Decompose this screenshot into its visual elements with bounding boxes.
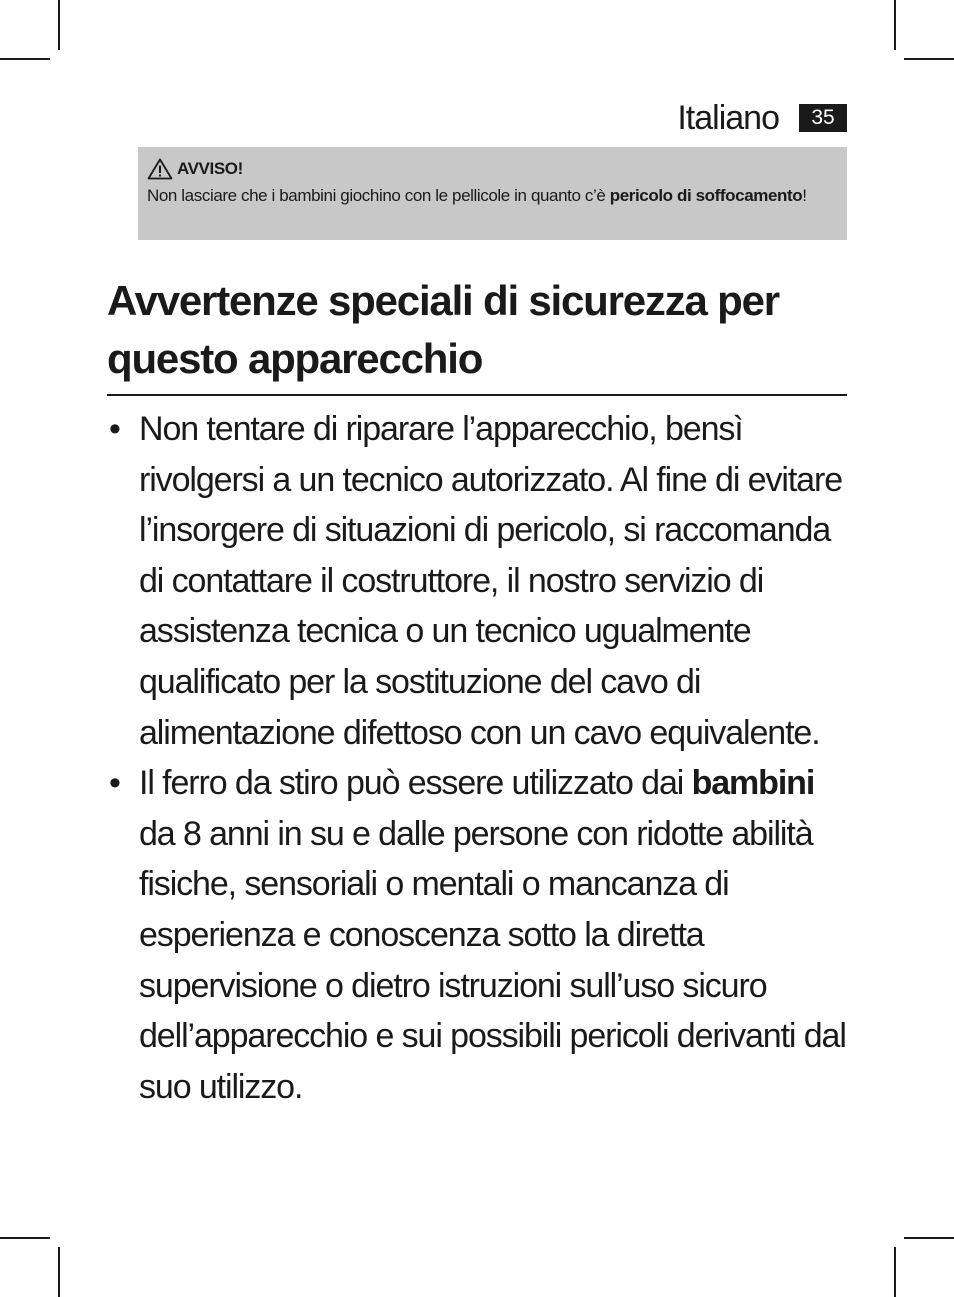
- warning-title-row: [147, 155, 838, 182]
- crop-mark-bottom-right-vertical: [894, 1247, 896, 1297]
- crop-mark-top-right-vertical: [894, 0, 896, 50]
- crop-mark-top-right-horizontal: [904, 58, 954, 60]
- section-title: Avvertenze speciali di sicurezza per questo apparecchio: [107, 272, 847, 396]
- crop-mark-bottom-left-vertical: [58, 1247, 60, 1297]
- language-label: Italiano: [677, 98, 779, 137]
- crop-mark-bottom-right-horizontal: [904, 1237, 954, 1239]
- crop-mark-bottom-left-horizontal: [0, 1237, 50, 1239]
- warning-box: [138, 147, 847, 240]
- page-header: [677, 96, 847, 140]
- warning-triangle-icon: [147, 158, 173, 180]
- warning-text-end: !: [802, 186, 807, 205]
- crop-mark-top-left-horizontal: [0, 58, 50, 60]
- list-item-text-emphasis: bambini: [691, 764, 815, 803]
- warning-text-emphasis: pericolo di soffocamento: [609, 186, 803, 205]
- warning-text-start: Non lasciare che i bambini giochino con le pellicole in quanto c’è: [147, 186, 610, 205]
- safety-bullet-list: [107, 404, 847, 1112]
- bullet-dot: •: [109, 410, 120, 448]
- list-item-text-end: da 8 anni in su e dalle persone con ridotte abilità fisiche, sensoriali o mentali o mancanza di esperienza e conoscenza sotto la diretta supervisione o dietro istruzioni sull’uso sicuro dell’apparecchio e sui possibili pericoli derivanti dal suo utilizzo.: [139, 814, 846, 1106]
- list-item-text: Non tentare di riparare l’apparecchio, bensì rivolgersi a un tecnico autorizzato. Al fine di evitare l’insorgere di situazioni di pericolo, si raccomanda di contattare il costruttore, il nostro servizio di assistenza tecnica o un tecnico ugualmente qualificato per la sostituzione del cavo di alimentazione difettoso con un cavo equivalente.: [139, 410, 843, 752]
- list-item: [107, 404, 847, 758]
- page-number-badge: 35: [799, 104, 847, 132]
- warning-title: AVVISO!: [177, 159, 243, 178]
- crop-mark-top-left-vertical: [58, 0, 60, 50]
- list-item-text-start: Il ferro da stiro può essere utilizzato dai: [139, 764, 692, 803]
- bullet-dot: •: [109, 764, 120, 803]
- list-item: [107, 758, 847, 1112]
- warning-text: [147, 182, 838, 209]
